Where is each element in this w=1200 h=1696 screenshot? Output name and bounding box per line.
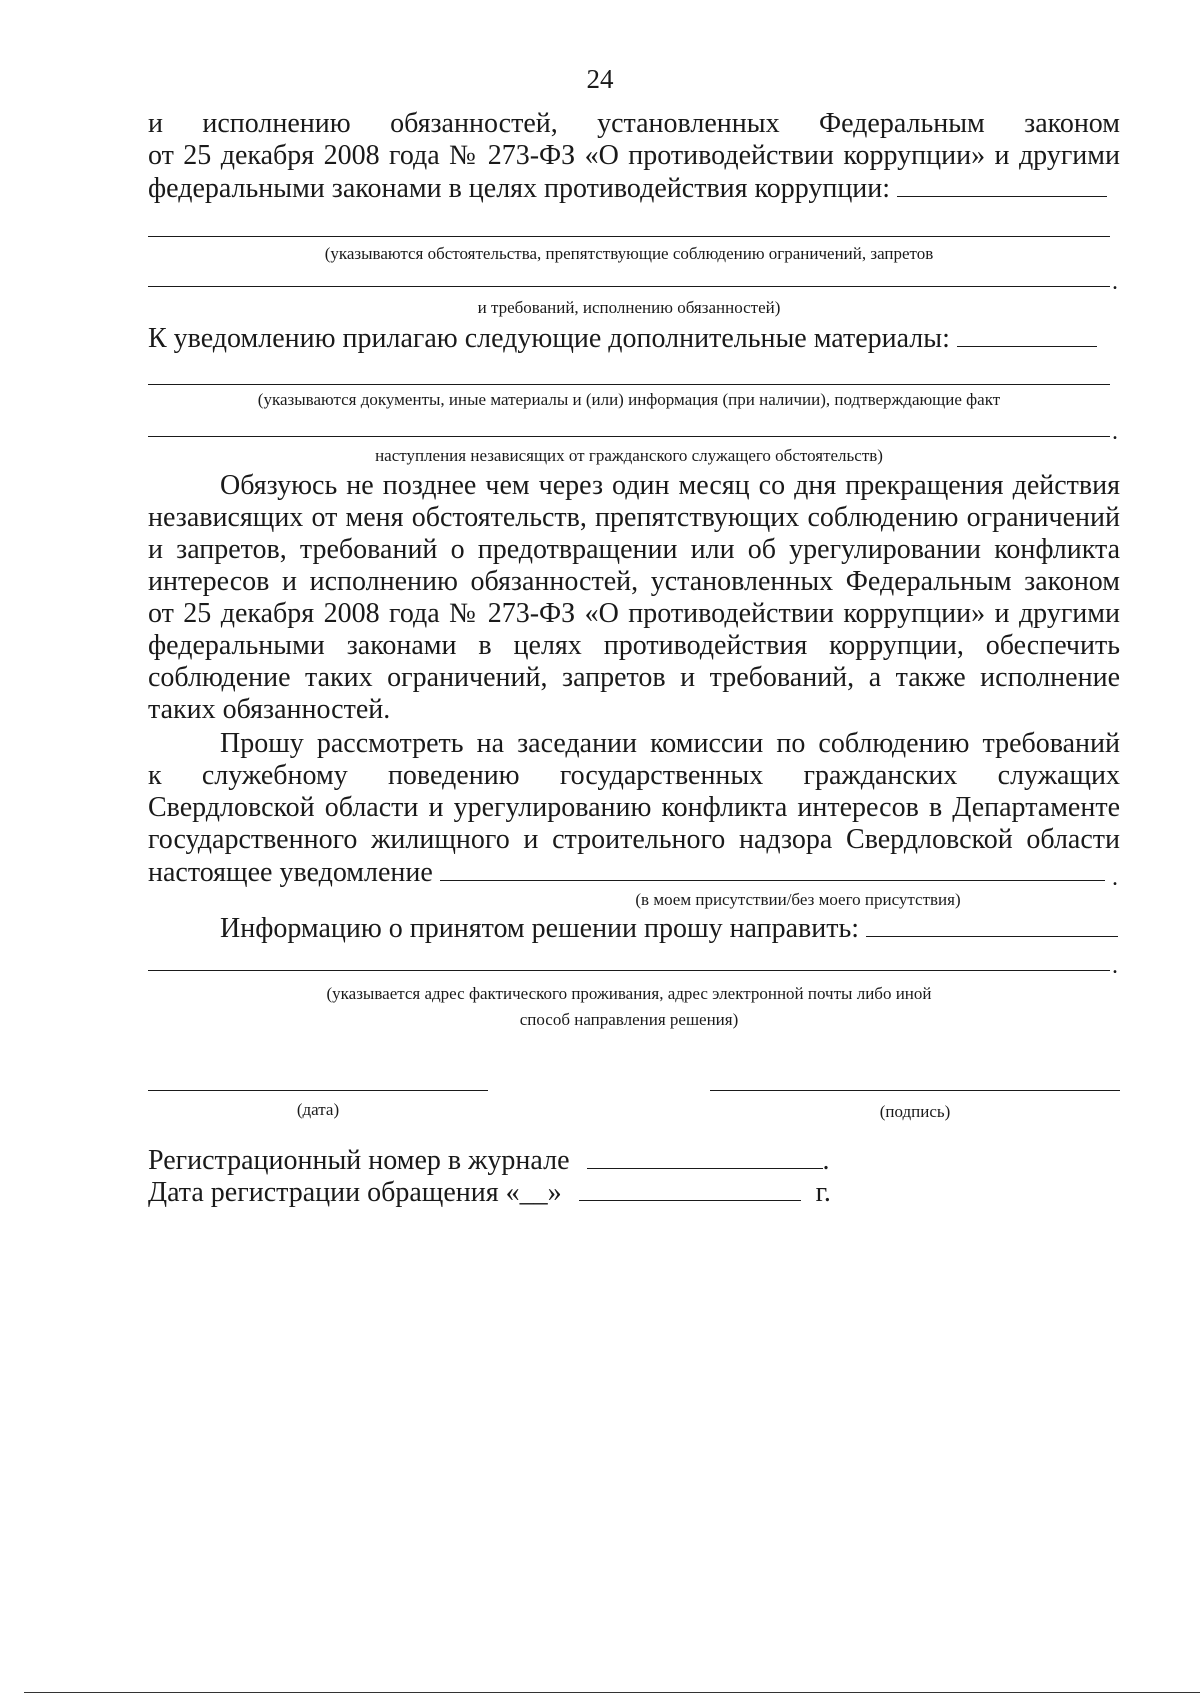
date-label: (дата)	[296, 1100, 340, 1119]
paragraph1-line3-text: федеральными законами в целях противодействия коррупции:	[148, 173, 891, 204]
paragraph2-line3: и запретов, требований о предотвращении или об урегулировании конфликта	[148, 534, 1120, 565]
circumstances-note-line2: и требований, исполнению обязанностей)	[477, 298, 781, 317]
materials-fill-line-2[interactable]	[148, 436, 1110, 437]
reg-number-line	[148, 1144, 1120, 1177]
date-fill-line[interactable]	[148, 1090, 488, 1091]
reg-date-suffix: г.	[815, 1177, 831, 1208]
materials-line	[148, 322, 1120, 355]
notice-label: настоящее уведомление	[148, 857, 433, 888]
page-bottom-border	[24, 1692, 1200, 1693]
circumstances-note-line1: (указываются обстоятельства, препятствующие соблюдению ограничений, запретов	[324, 244, 934, 263]
materials-note-line1: (указываются документы, иные материалы и (или) информация (при наличии), подтверждающие факт	[257, 390, 1001, 409]
paragraph3-line2: к служебному поведению государственных гражданских служащих	[148, 760, 1120, 791]
paragraph3-line3: Свердловской области и урегулированию конфликта интересов в Департаменте	[148, 792, 1120, 823]
period-mark: .	[822, 1145, 830, 1176]
circumstances-blank[interactable]	[897, 172, 1107, 197]
circumstances-fill-line-2[interactable]	[148, 286, 1110, 287]
paragraph2-line6: федеральными законами в целях противодействия коррупции, обеспечить	[148, 630, 1120, 661]
notice-line	[148, 856, 1120, 889]
presence-blank[interactable]	[440, 856, 1105, 881]
reg-number-blank[interactable]	[587, 1144, 823, 1169]
circumstances-fill-line-1[interactable]	[148, 236, 1110, 237]
reg-date-blank[interactable]	[579, 1176, 801, 1201]
reg-date-label: Дата регистрации обращения «__»	[148, 1177, 562, 1208]
materials-label: К уведомлению прилагаю следующие дополнительные материалы:	[148, 323, 950, 354]
info-label: Информацию о принятом решении прошу направить:	[220, 913, 860, 944]
materials-blank[interactable]	[957, 322, 1097, 347]
paragraph1-line3	[148, 172, 1120, 205]
address-note-line2: способ направления решения)	[519, 1010, 739, 1029]
paragraph2-line7: соблюдение таких ограничений, запретов и требований, а также исполнение	[148, 662, 1120, 693]
paragraph3-line1: Прошу рассмотреть на заседании комиссии по соблюдению требований	[220, 728, 1120, 759]
presence-note: (в моем присутствии/без моего присутствия)	[635, 890, 961, 909]
period-mark: .	[1112, 269, 1118, 295]
address-fill-line[interactable]	[148, 970, 1110, 971]
period-mark: .	[1112, 953, 1118, 979]
paragraph2-line1: Обязуюсь не позднее чем через один месяц со дня прекращения действия	[220, 470, 1120, 501]
paragraph1-line1: и исполнению обязанностей, установленных Федеральным законом	[148, 108, 1120, 139]
paragraph2-line2: независящих от меня обстоятельств, препятствующих соблюдению ограничений	[148, 502, 1120, 533]
materials-note-line2: наступления независящих от гражданского служащего обстоятельств)	[375, 446, 883, 465]
paragraph3-line4: государственного жилищного и строительного надзора Свердловской области	[148, 824, 1120, 855]
period-mark: .	[1112, 865, 1118, 891]
materials-fill-line-1[interactable]	[148, 384, 1110, 385]
reg-date-line	[148, 1176, 1120, 1209]
paragraph2-line4: интересов и исполнению обязанностей, установленных Федеральным законом	[148, 566, 1120, 597]
info-blank[interactable]	[866, 912, 1118, 937]
signature-label: (подпись)	[879, 1102, 951, 1121]
address-note-line1: (указывается адрес фактического проживания, адрес электронной почты либо иной	[326, 984, 932, 1003]
paragraph2-line5: от 25 декабря 2008 года № 273-ФЗ «О противодействии коррупции» и другими	[148, 598, 1120, 629]
info-line	[148, 912, 1120, 945]
page-number: 24	[586, 64, 614, 94]
paragraph2-line8: таких обязанностей.	[148, 694, 391, 725]
reg-number-label: Регистрационный номер в журнале	[148, 1145, 570, 1176]
signature-fill-line[interactable]	[710, 1090, 1120, 1091]
paragraph1-line2: от 25 декабря 2008 года № 273-ФЗ «О противодействии коррупции» и другими	[148, 140, 1120, 171]
period-mark: .	[1112, 419, 1118, 445]
